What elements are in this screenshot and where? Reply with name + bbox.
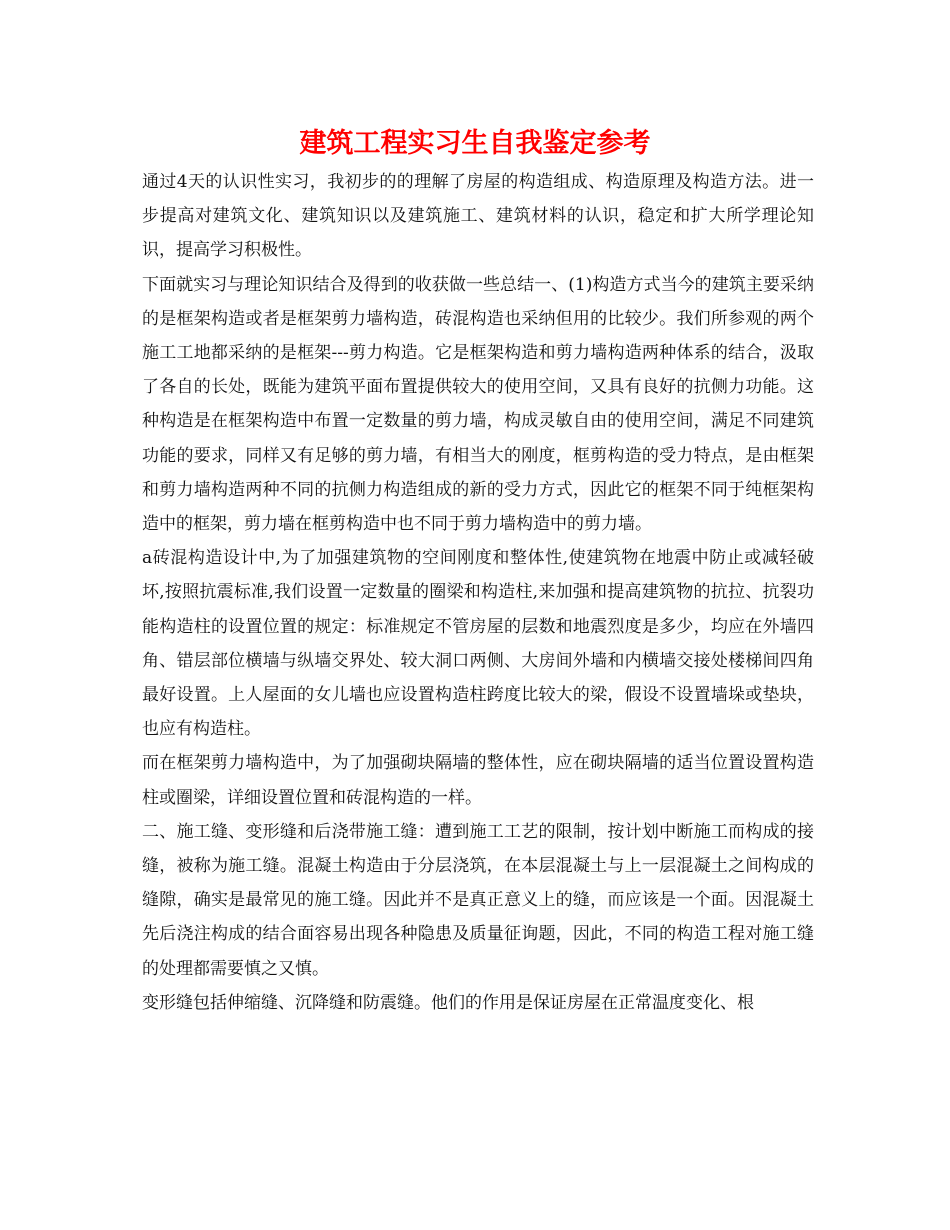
document-title: 建筑工程实习生自我鉴定参考 [299, 128, 651, 159]
document-body [142, 165, 814, 1020]
paragraph: a砖混构造设计中,为了加强建筑物的空间刚度和整体性,使建筑物在地震中防止或减轻破坏,按照抗震标准,我们设置一定数量的圈梁和构造柱,来加强和提高建筑物的抗拉、抗裂功能构造柱的设置位置的规定：标准规定不管房屋的层数和地震烈度是多少，均应在外墙四角、错层部位横墙与纵墙交界处、较大洞口两侧、大房间外墙和内横墙交接处楼梯间四角最好设置。上人屋面的女儿墙也应设置构造柱跨度比较大的梁，假设不设置墙垛或垫块，也应有构造柱。 [142, 548, 814, 740]
paragraph: 通过4天的认识性实习，我初步的的理解了房屋的构造组成、构造原理及构造方法。进一步提高对建筑文化、建筑知识以及建筑施工、建筑材料的认识，稳定和扩大所学理论知识，提高学习积极性。 [142, 172, 814, 261]
paragraph: 变形缝包括伸缩缝、沉降缝和防震缝。他们的作用是保证房屋在正常温度变化、根 [142, 992, 754, 1013]
paragraph: 下面就实习与理论知识结合及得到的收获做一些总结一、(1)构造方式当今的建筑主要采纳的是框架构造或者是框架剪力墙构造，砖混构造也采纳但用的比较少。我们所参观的两个施工工地都采纳的是框架---剪力构造。它是框架构造和剪力墙构造两种体系的结合，汲取了各自的长处，既能为建筑平面布置提供较大的使用空间，又具有良好的抗侧力功能。这种构造是在框架构造中布置一定数量的剪力墙，构成灵敏自由的使用空间，满足不同建筑功能的要求，同样又有足够的剪力墙，有相当大的刚度，框剪构造的受力特点，是由框架和剪力墙构造两种不同的抗侧力构造组成的新的受力方式，因此它的框架不同于纯框架构造中的框架，剪力墙在框剪构造中也不同于剪力墙构造中的剪力墙。 [142, 274, 814, 535]
paragraph: 而在框架剪力墙构造中，为了加强砌块隔墙的整体性，应在砌块隔墙的适当位置设置构造柱或圈梁，详细设置位置和砖混构造的一样。 [142, 753, 814, 808]
paragraph: 二、施工缝、变形缝和后浇带施工缝：遭到施工工艺的限制，按计划中断施工而构成的接缝，被称为施工缝。混凝土构造由于分层浇筑，在本层混凝土与上一层混凝土之间构成的缝隙，确实是最常见的施工缝。因此并不是真正意义上的缝，而应该是一个面。因混凝土先后浇注构成的结合面容易出现各种隐患及质量征询题，因此，不同的构造工程对施工缝的处理都需要慎之又慎。 [142, 821, 814, 979]
